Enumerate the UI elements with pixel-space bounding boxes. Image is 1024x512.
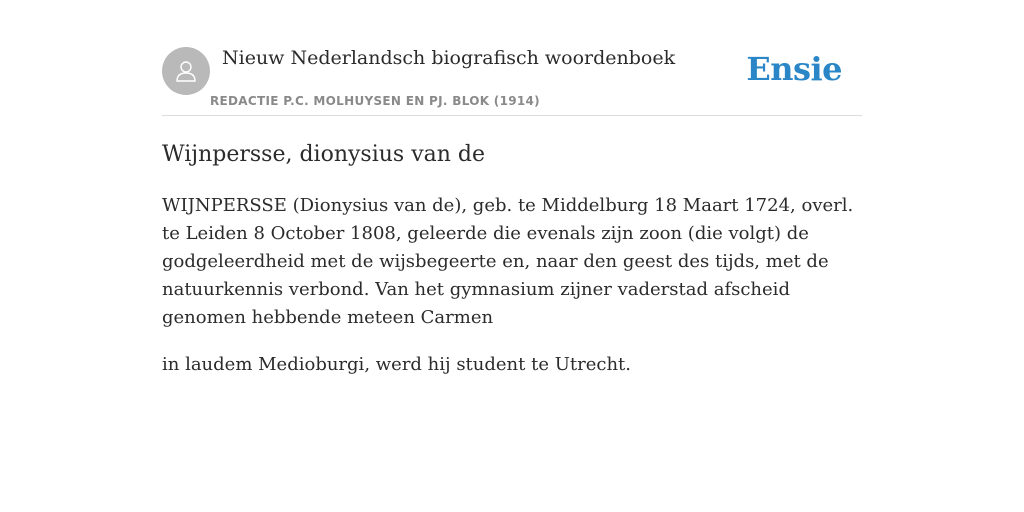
- page-container: [162, 0, 862, 375]
- source-avatar[interactable]: [162, 47, 210, 95]
- source-header: [162, 0, 862, 116]
- entry-title: Wijnpersse, dionysius van de: [162, 142, 486, 167]
- ensie-logo[interactable]: Ensie: [746, 50, 842, 88]
- entry-paragraph: in laudem Medioburgi, werd hij student te Utrecht.: [162, 354, 632, 375]
- source-subtitle: REDACTIE P.C. MOLHUYSEN EN PJ. BLOK (1914): [210, 94, 540, 108]
- entry-paragraph: WIJNPERSSE (Dionysius van de), geb. te Middelburg 18 Maart 1724, overl. te Leiden 8 October 1808, geleerde die evenals zijn zoon (die volgt) de godgeleerdheid met de wijsbegeerte en, naar den geest des tijds, met de natuurkennis verbond. Van het gymnasium zijner vaderstad afscheid genomen hebbende meteen Carmen: [162, 195, 854, 328]
- entry-body: [162, 192, 862, 398]
- user-silhouette-icon: [172, 57, 200, 85]
- source-title[interactable]: Nieuw Nederlandsch biografisch woordenboek: [222, 47, 676, 69]
